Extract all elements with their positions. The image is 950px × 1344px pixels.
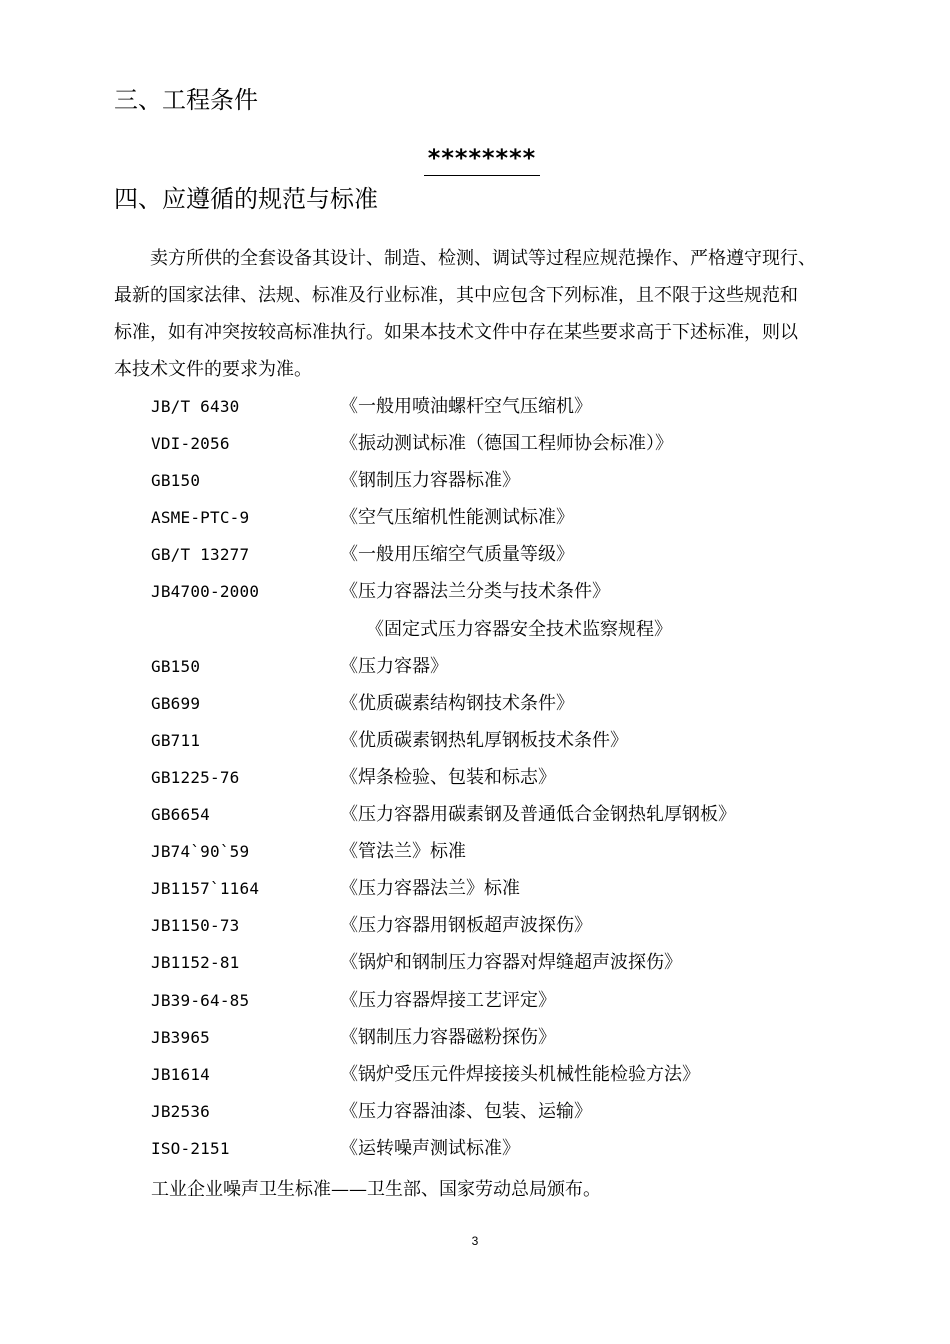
paragraph-line: 最新的国家法律、法规、标准及行业标准，其中应包含下列标准，且不限于这些规范和 <box>114 285 798 306</box>
standard-row <box>0 536 950 573</box>
standard-row <box>0 611 950 648</box>
standard-title: 《压力容器用钢板超声波探伤》 <box>340 915 592 937</box>
standard-code: JB2536 <box>151 1101 210 1121</box>
standard-code: VDI-2056 <box>151 434 230 454</box>
standard-code: JB1150-73 <box>151 916 240 936</box>
standard-row <box>0 1056 950 1093</box>
placeholder-stars: ******** <box>427 144 537 172</box>
standard-title: 《锅炉和钢制压力容器对焊缝超声波探伤》 <box>340 952 682 974</box>
standard-code: GB699 <box>151 693 201 713</box>
standard-code: JB4700-2000 <box>151 582 260 602</box>
page-number: 3 <box>471 1234 479 1248</box>
standard-row <box>0 573 950 610</box>
standard-title: 《一般用喷油螺杆空气压缩机》 <box>340 396 592 417</box>
paragraph-line: 标准，如有冲突按较高标准执行。如果本技术文件中存在某些要求高于下述标准，则以 <box>114 322 798 343</box>
standards-list <box>0 388 950 1167</box>
standard-code: JB3965 <box>151 1027 210 1047</box>
standard-title: 《空气压缩机性能测试标准》 <box>340 507 574 529</box>
standard-title: 《压力容器》 <box>340 655 448 677</box>
paragraph-line: 本技术文件的要求为准。 <box>114 359 312 380</box>
standard-row <box>0 1130 950 1167</box>
standard-row <box>0 462 950 499</box>
standard-title: 《管法兰》标准 <box>340 841 466 863</box>
standard-code: GB6654 <box>151 805 210 825</box>
standard-row <box>0 388 950 425</box>
standard-title: 《压力容器法兰》标准 <box>340 878 520 900</box>
standard-code: GB1225-76 <box>151 767 240 787</box>
standard-code: JB1152-81 <box>151 953 240 973</box>
standard-code: JB74`90`59 <box>151 842 250 862</box>
standard-row <box>0 982 950 1019</box>
section-4-heading: 四、应遵循的规范与标准 <box>114 185 378 213</box>
standard-title: 《钢制压力容器标准》 <box>340 470 520 492</box>
standard-row <box>0 648 950 685</box>
standard-title: 《焊条检验、包装和标志》 <box>340 766 556 788</box>
standard-row <box>0 499 950 536</box>
standard-row <box>0 833 950 870</box>
standard-title: 《压力容器油漆、包装、运输》 <box>340 1100 592 1122</box>
standard-row <box>0 685 950 722</box>
standard-code: GB150 <box>151 656 201 676</box>
section-3-heading: 三、工程条件 <box>114 86 258 114</box>
standard-row <box>0 870 950 907</box>
standard-title: 《运转噪声测试标准》 <box>340 1137 520 1159</box>
standard-title: 《压力容器法兰分类与技术条件》 <box>340 581 610 603</box>
standard-code: JB/T 6430 <box>151 397 240 416</box>
standard-title: 《振动测试标准（德国工程师协会标准）》 <box>340 433 673 455</box>
standard-title: 《优质碳素结构钢技术条件》 <box>340 692 574 714</box>
noise-standard-note: 工业企业噪声卫生标准——卫生部、国家劳动总局颁布。 <box>151 1179 601 1200</box>
standard-code: JB1157`1164 <box>151 879 260 899</box>
standard-title: 《优质碳素钢热轧厚钢板技术条件》 <box>340 729 628 751</box>
standard-code: JB39-64-85 <box>151 990 250 1010</box>
standard-code: GB/T 13277 <box>151 545 250 565</box>
standard-row <box>0 722 950 759</box>
standard-row <box>0 425 950 462</box>
standard-code: ISO-2151 <box>151 1138 230 1158</box>
standard-title: 《锅炉受压元件焊接接头机械性能检验方法》 <box>340 1063 700 1085</box>
standard-title: 《压力容器用碳素钢及普通低合金钢热轧厚钢板》 <box>340 804 736 826</box>
standard-code: ASME-PTC-9 <box>151 508 250 528</box>
standard-code: GB150 <box>151 471 201 491</box>
standard-title: 《一般用压缩空气质量等级》 <box>340 544 574 566</box>
standard-row <box>0 759 950 796</box>
standard-code: GB711 <box>151 730 201 750</box>
intro-paragraph <box>114 240 844 388</box>
standard-row <box>0 907 950 944</box>
standard-title: 《固定式压力容器安全技术监察规程》 <box>366 618 672 640</box>
paragraph-line: 卖方所供的全套设备其设计、制造、检测、调试等过程应规范操作、严格遵守现行、 <box>150 248 816 269</box>
standard-title: 《钢制压力容器磁粉探伤》 <box>340 1026 556 1048</box>
stars-underline <box>424 175 540 176</box>
standard-row <box>0 796 950 833</box>
standard-code: JB1614 <box>151 1064 210 1084</box>
standard-title: 《压力容器焊接工艺评定》 <box>340 989 556 1011</box>
standard-row <box>0 1093 950 1130</box>
standard-row <box>0 1019 950 1056</box>
standard-row <box>0 944 950 981</box>
